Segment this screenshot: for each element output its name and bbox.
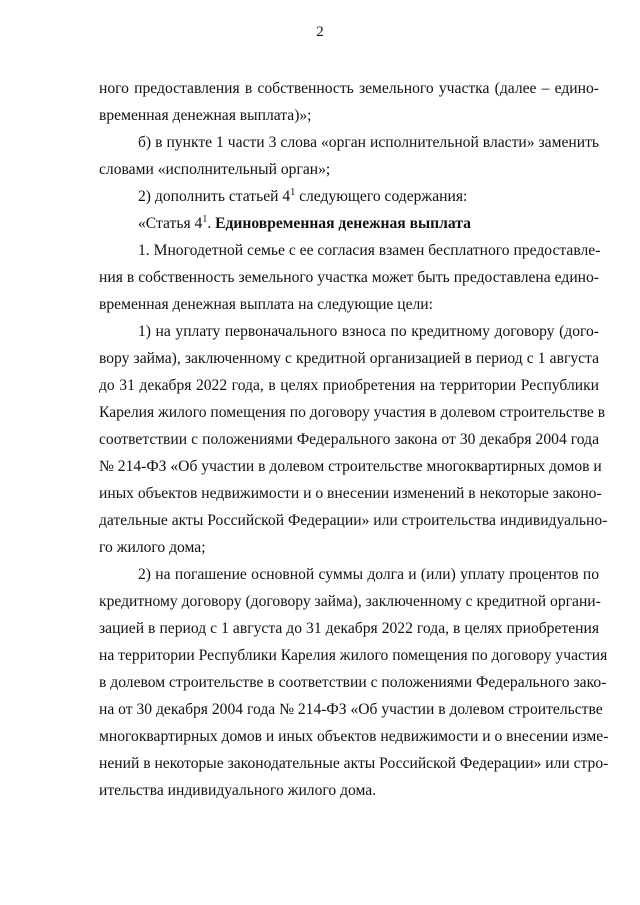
text-line: в долевом строительстве в соответствии с положениями Федерального зако-	[99, 674, 607, 691]
text-line: зацией в период с 1 августа до 31 декабря 2022 года, в целях приобретения	[99, 620, 599, 637]
text-line: словами «исполнительный орган»;	[99, 161, 331, 178]
text-line: до 31 декабря 2022 года, в целях приобретения на территории Республики	[99, 377, 599, 394]
text-line: временная денежная выплата)»;	[99, 107, 312, 124]
text-line: соответствии с положениями Федерального закона от 30 декабря 2004 года	[99, 431, 599, 448]
text-line: б) в пункте 1 части 3 слова «орган исполнительной власти» заменить	[138, 134, 599, 151]
text-line: № 214-ФЗ «Об участии в долевом строительстве многоквартирных домов и	[99, 458, 602, 475]
text-line: кредитному договору (договору займа), заключенному с кредитной органи-	[99, 593, 601, 610]
text-line: на от 30 декабря 2004 года № 214-ФЗ «Об участии в долевом строительстве	[99, 701, 603, 718]
text-line: 2) на погашение основной суммы долга и (или) уплату процентов по	[138, 566, 599, 583]
text-line: на территории Республики Карелия жилого помещения по договору участия	[99, 647, 608, 664]
text-line: временная денежная выплата на следующие цели:	[99, 296, 433, 313]
text-line: 1. Многодетной семье с ее согласия взамен бесплатного предоставле-	[138, 242, 601, 259]
text-line: многоквартирных домов и иных объектов недвижимости и о внесении изме-	[99, 728, 609, 745]
article-heading	[138, 214, 471, 234]
text-line: дательные акты Российской Федерации» или строительства индивидуально-	[99, 512, 608, 529]
article-title: Единовременная денежная выплата	[215, 215, 471, 232]
text-line: ного предоставления в собственность земельного участка (далее – едино-	[99, 80, 599, 97]
text-line: нений в некоторые законодательные акты Российской Федерации» или стро-	[99, 755, 609, 772]
text-fragment: следующего содержания:	[295, 188, 468, 205]
text-line: 1) на уплату первоначального взноса по кредитному договору (дого-	[138, 323, 599, 340]
text-fragment: 2) дополнить статьей 4	[138, 188, 291, 205]
text-line: ния в собственность земельного участка может быть предоставлена едино-	[99, 269, 599, 286]
text-line: го жилого дома;	[99, 539, 206, 556]
text-line: ительства индивидуального жилого дома.	[99, 782, 377, 799]
superscript: 1	[290, 186, 296, 198]
page-number: 2	[316, 24, 324, 40]
article-prefix: «Статья 4	[138, 215, 203, 232]
article-separator: .	[207, 215, 216, 232]
text-line: иных объектов недвижимости и о внесении изменений в некоторые законо-	[99, 485, 602, 502]
text-line: вору займа), заключенному с кредитной организацией в период с 1 августа	[99, 350, 599, 367]
text-line: Карелия жилого помещения по договору участия в долевом строительстве в	[99, 404, 606, 421]
amendment-line	[138, 187, 467, 207]
superscript: 1	[202, 213, 208, 225]
